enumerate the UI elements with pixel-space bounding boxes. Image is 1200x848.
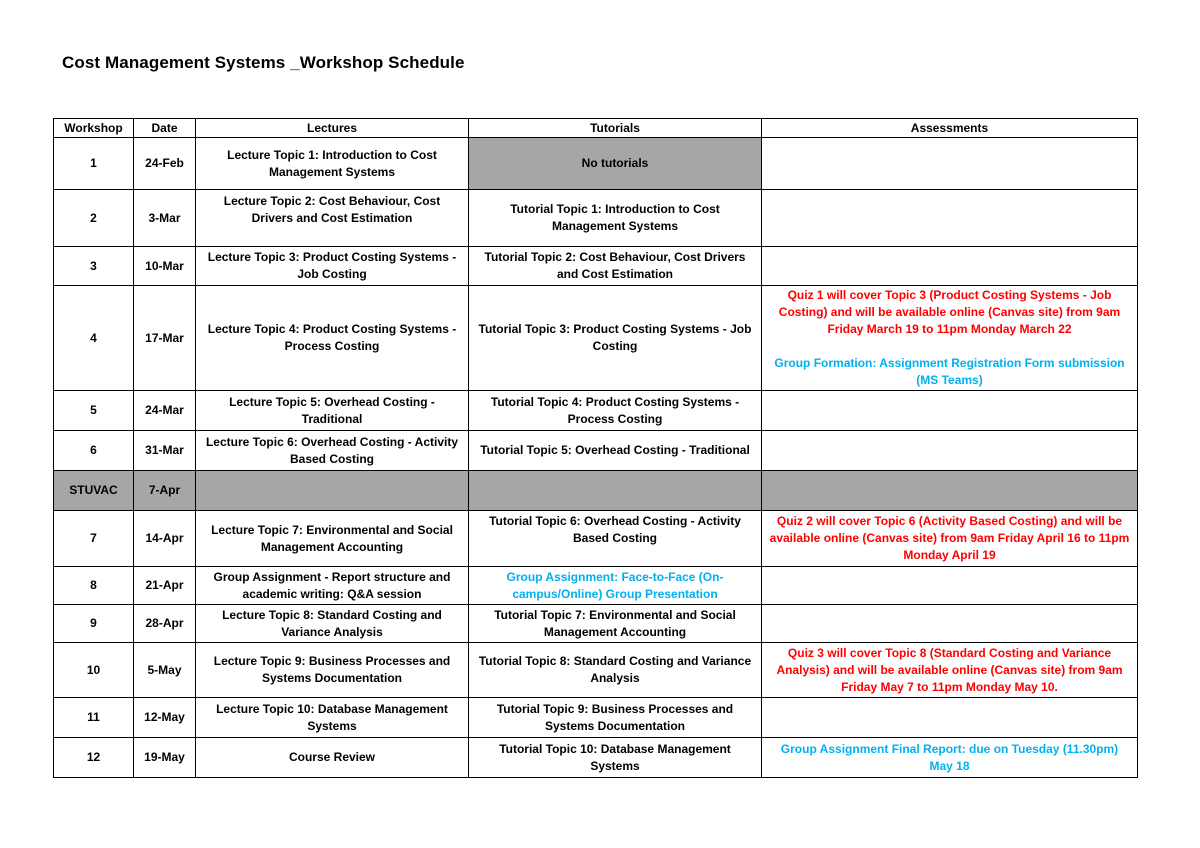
table-row: [54, 431, 1138, 471]
workshop-cell: 11: [54, 698, 134, 738]
lecture-cell: Lecture Topic 9: Business Processes and Systems Documentation: [196, 643, 469, 698]
table-row: [54, 286, 1138, 391]
tutorial-cell: Tutorial Topic 8: Standard Costing and Variance Analysis: [469, 643, 762, 698]
tutorial-cell: Tutorial Topic 10: Database Management Systems: [469, 738, 762, 778]
table-row: [54, 247, 1138, 286]
date-cell: 24-Mar: [134, 391, 196, 431]
assessment-cell: [762, 605, 1138, 643]
workshop-cell: 12: [54, 738, 134, 778]
workshop-cell: STUVAC: [54, 471, 134, 511]
table-row: [54, 511, 1138, 567]
table-row: [54, 391, 1138, 431]
assessment-cell: [762, 431, 1138, 471]
lecture-cell: Lecture Topic 5: Overhead Costing - Traditional: [196, 391, 469, 431]
quiz-3-notice: Quiz 3 will cover Topic 8 (Standard Costing and Variance Analysis) and will be available online (Canvas site) from 9am Friday May 7 to 11pm Monday May 10.: [762, 643, 1138, 698]
table-header-row: [54, 119, 1138, 138]
tutorial-cell: Tutorial Topic 6: Overhead Costing - Activity Based Costing: [469, 511, 762, 567]
table-row: [54, 698, 1138, 738]
date-cell: 12-May: [134, 698, 196, 738]
assessment-cell: [762, 286, 1138, 391]
date-cell: 28-Apr: [134, 605, 196, 643]
date-cell: 21-Apr: [134, 567, 196, 605]
date-cell: 14-Apr: [134, 511, 196, 567]
tutorial-cell: Tutorial Topic 1: Introduction to Cost Management Systems: [469, 190, 762, 247]
lecture-cell: [196, 471, 469, 511]
table-row-stuvac: [54, 471, 1138, 511]
workshop-cell: 8: [54, 567, 134, 605]
table-row: [54, 567, 1138, 605]
date-cell: 7-Apr: [134, 471, 196, 511]
tutorial-cell: [469, 471, 762, 511]
lecture-cell: Lecture Topic 1: Introduction to Cost Management Systems: [196, 138, 469, 190]
workshop-cell: 1: [54, 138, 134, 190]
quiz-1-notice: Quiz 1 will cover Topic 3 (Product Costing Systems - Job Costing) and will be available online (Canvas site) from 9am Friday March 19 to 11pm Monday March 22: [778, 288, 1121, 336]
header-workshop: Workshop: [54, 119, 134, 138]
workshop-cell: 10: [54, 643, 134, 698]
assessment-cell: [762, 138, 1138, 190]
lecture-cell: Lecture Topic 2: Cost Behaviour, Cost Drivers and Cost Estimation: [196, 190, 469, 247]
page-title: Cost Management Systems _Workshop Schedule: [62, 53, 465, 72]
tutorial-cell: Tutorial Topic 4: Product Costing Systems - Process Costing: [469, 391, 762, 431]
header-tutorials: Tutorials: [469, 119, 762, 138]
tutorial-cell: Tutorial Topic 3: Product Costing Systems - Job Costing: [469, 286, 762, 391]
date-cell: 31-Mar: [134, 431, 196, 471]
workshop-cell: 4: [54, 286, 134, 391]
tutorial-cell: No tutorials: [469, 138, 762, 190]
lecture-cell: Lecture Topic 10: Database Management Systems: [196, 698, 469, 738]
date-cell: 17-Mar: [134, 286, 196, 391]
workshop-schedule-table: [53, 118, 1138, 778]
lecture-cell: Group Assignment - Report structure and academic writing: Q&A session: [196, 567, 469, 605]
tutorial-cell: Tutorial Topic 2: Cost Behaviour, Cost Drivers and Cost Estimation: [469, 247, 762, 286]
tutorial-cell: Group Assignment: Face-to-Face (On-campus/Online) Group Presentation: [469, 567, 762, 605]
tutorial-cell: Tutorial Topic 5: Overhead Costing - Traditional: [469, 431, 762, 471]
date-cell: 19-May: [134, 738, 196, 778]
group-formation-notice: Group Formation: Assignment Registration Form submission (MS Teams): [774, 356, 1125, 387]
table-row: [54, 138, 1138, 190]
tutorial-cell: Tutorial Topic 9: Business Processes and Systems Documentation: [469, 698, 762, 738]
header-lectures: Lectures: [196, 119, 469, 138]
lecture-cell: Lecture Topic 3: Product Costing Systems - Job Costing: [196, 247, 469, 286]
assessment-cell: [762, 471, 1138, 511]
workshop-cell: 2: [54, 190, 134, 247]
table-row: [54, 190, 1138, 247]
assessment-cell: [762, 567, 1138, 605]
header-assessments: Assessments: [762, 119, 1138, 138]
assessment-cell: [762, 190, 1138, 247]
header-date: Date: [134, 119, 196, 138]
final-report-notice: Group Assignment Final Report: due on Tuesday (11.30pm) May 18: [762, 738, 1138, 778]
lecture-cell: Lecture Topic 7: Environmental and Social Management Accounting: [196, 511, 469, 567]
workshop-cell: 3: [54, 247, 134, 286]
date-cell: 3-Mar: [134, 190, 196, 247]
lecture-cell: Lecture Topic 6: Overhead Costing - Activity Based Costing: [196, 431, 469, 471]
assessment-cell: [762, 698, 1138, 738]
workshop-cell: 5: [54, 391, 134, 431]
tutorial-cell: Tutorial Topic 7: Environmental and Social Management Accounting: [469, 605, 762, 643]
workshop-cell: 7: [54, 511, 134, 567]
quiz-2-notice: Quiz 2 will cover Topic 6 (Activity Based Costing) and will be available online (Canvas site) from 9am Friday April 16 to 11pm Monday April 19: [762, 511, 1138, 567]
date-cell: 10-Mar: [134, 247, 196, 286]
table-row: [54, 605, 1138, 643]
date-cell: 5-May: [134, 643, 196, 698]
assessment-cell: [762, 247, 1138, 286]
lecture-cell: Lecture Topic 8: Standard Costing and Variance Analysis: [196, 605, 469, 643]
lecture-cell: Lecture Topic 4: Product Costing Systems - Process Costing: [196, 286, 469, 391]
workshop-cell: 9: [54, 605, 134, 643]
table-row: [54, 738, 1138, 778]
table-row: [54, 643, 1138, 698]
date-cell: 24-Feb: [134, 138, 196, 190]
lecture-cell: Course Review: [196, 738, 469, 778]
assessment-cell: [762, 391, 1138, 431]
workshop-cell: 6: [54, 431, 134, 471]
